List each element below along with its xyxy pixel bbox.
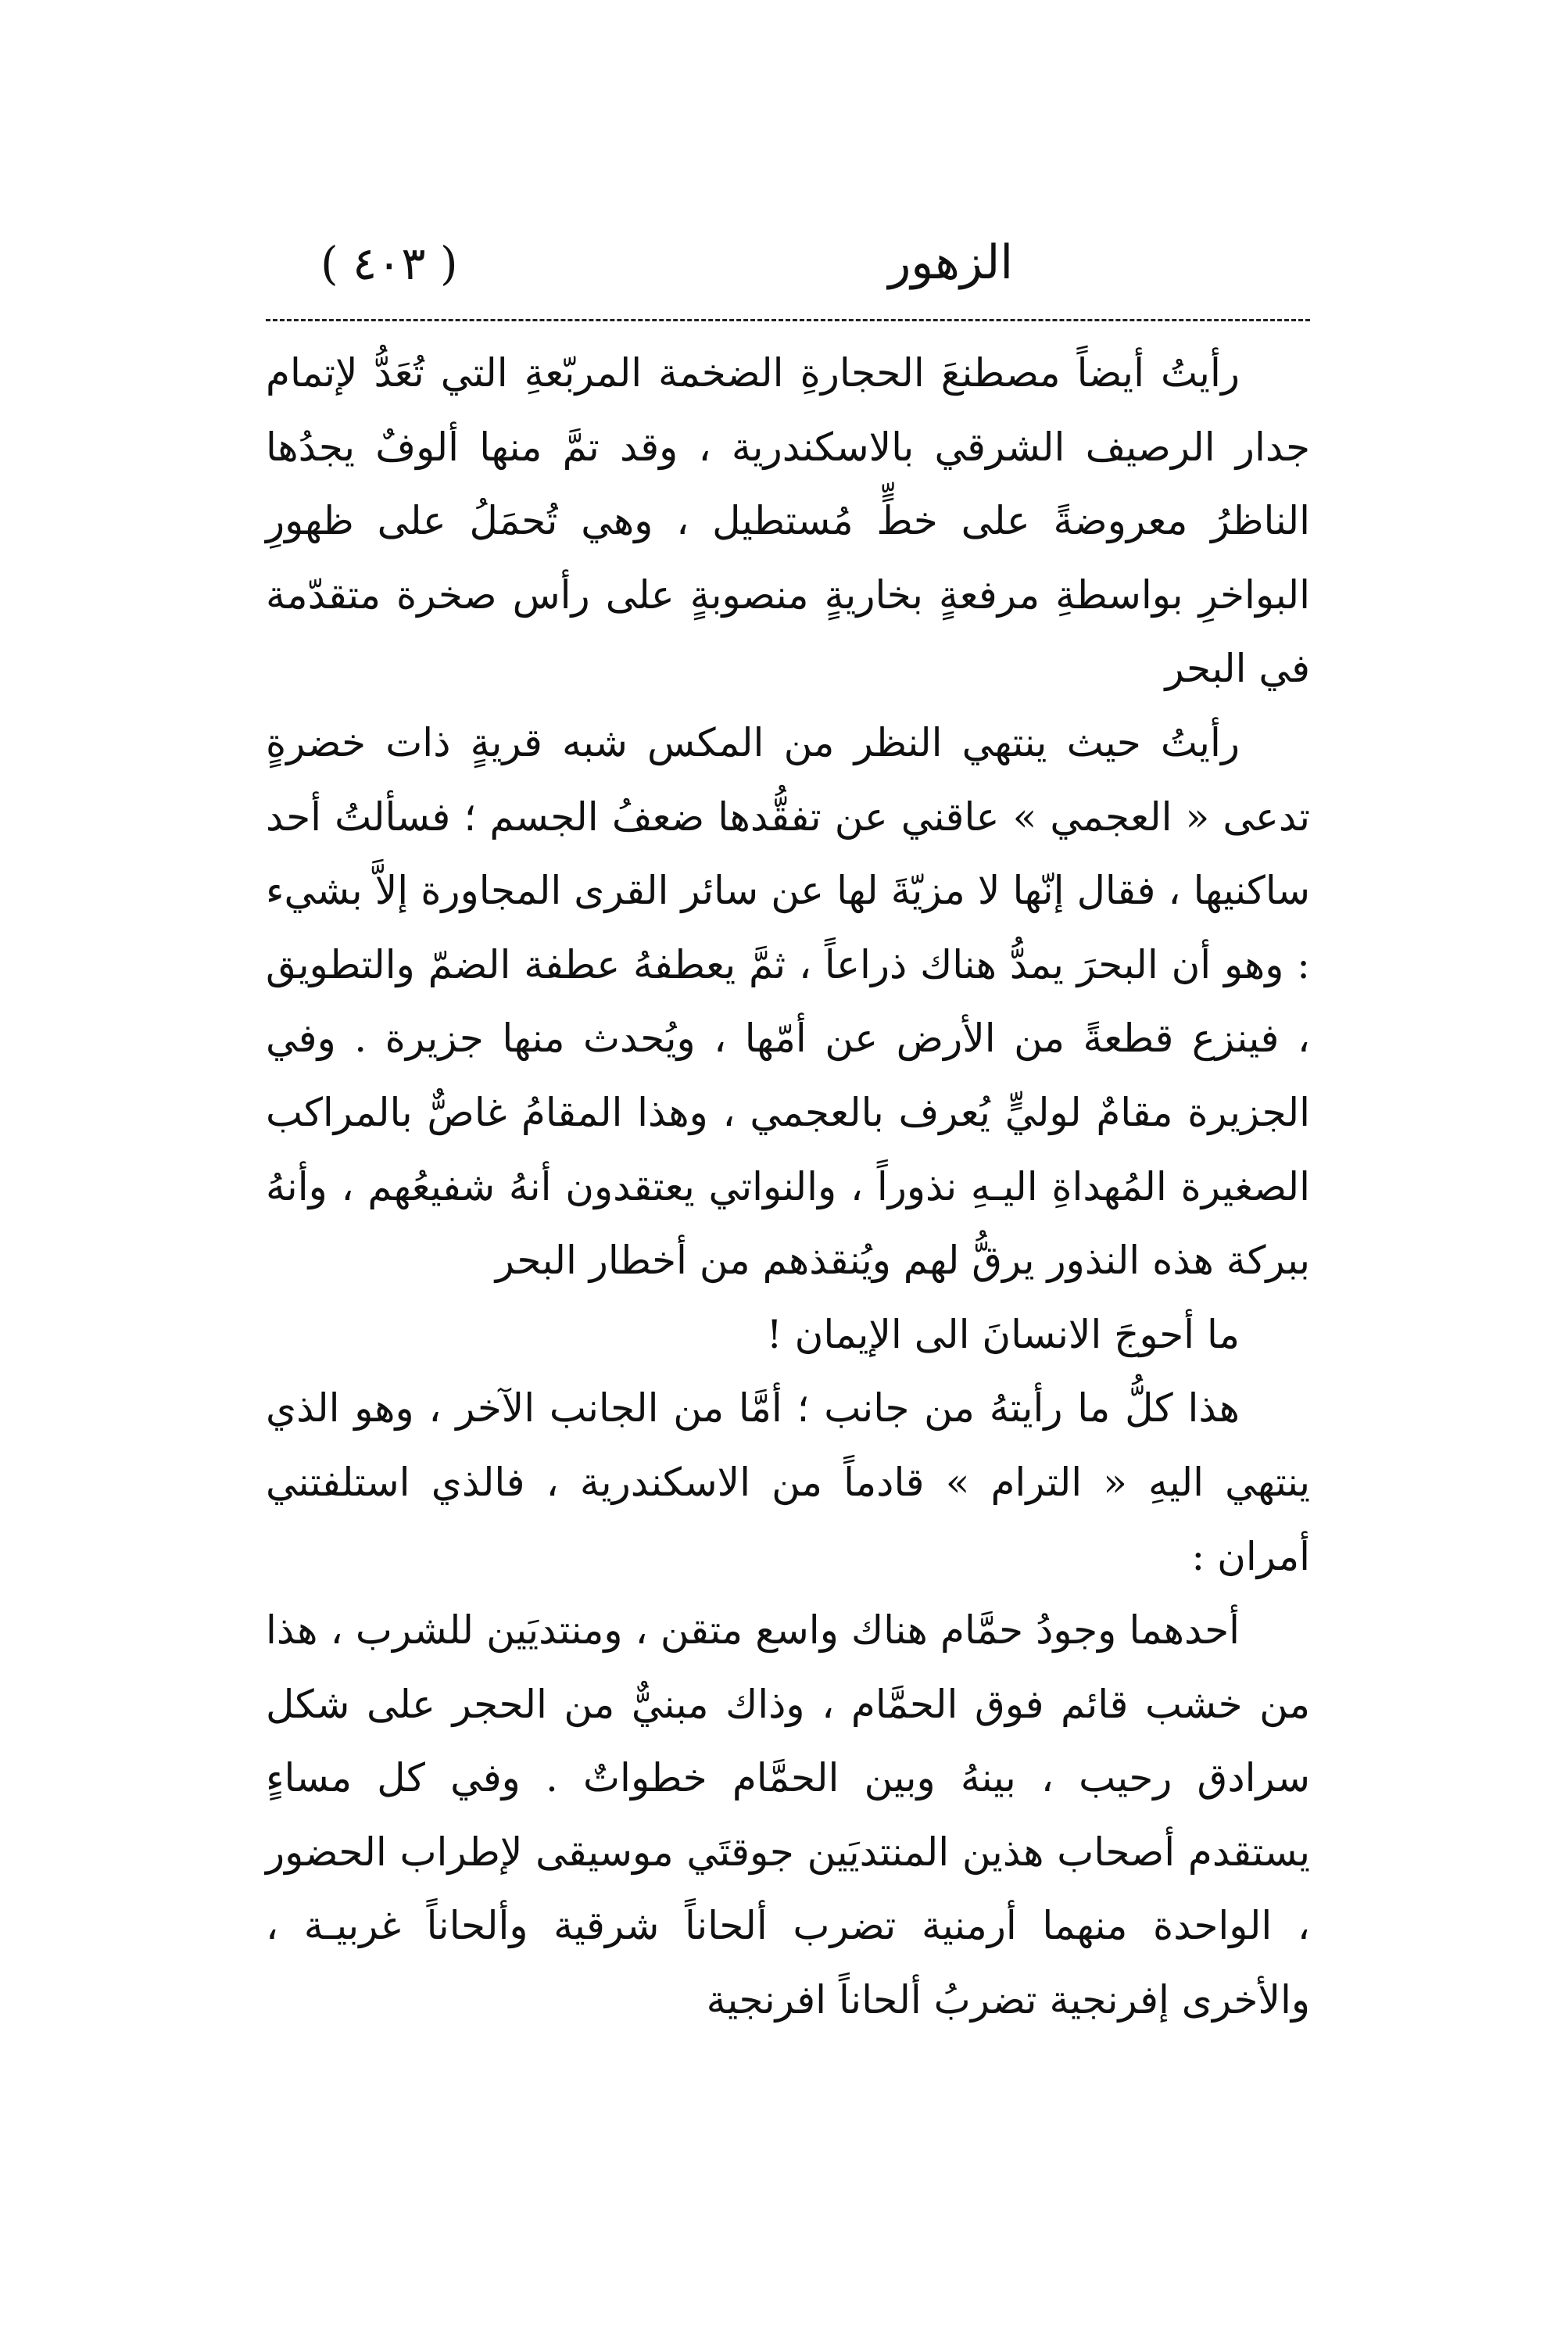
body-text <box>266 336 1310 2037</box>
running-title: الزهور <box>888 235 1013 290</box>
paragraph: هذا كلُّ ما رأيتهُ من جانب ؛ أمَّا من الجانب الآخر ، وهو الذي ينتهي اليهِ « الترام » قادماً من الاسكندرية ، فالذي استلفتني أمران : <box>266 1385 1310 1579</box>
paragraph: رأيتُ أيضاً مصطنعَ الحجارةِ الضخمة المربّعةِ التي تُعَدُّ لإتمام جدار الرصيف الشرقي بالاسكندرية ، وقد تمَّ منها ألوفٌ يجدُها الناظرُ معروضةً على خطٍّ مُستطيل ، وهي تُحمَلُ على ظهورِ البواخرِ بواسطةِ مرفعةٍ بخاريةٍ منصوبةٍ على رأس صخرة متقدّمة في البحر <box>266 350 1310 692</box>
paragraph: رأيتُ حيث ينتهي النظر من المكس شبه قريةٍ ذات خضرةٍ تدعى « العجمي » عاقني عن تفقُّدها ضعفُ الجسم ؛ فسألتُ أحد ساكنيها ، فقال إنّها لا مزيّةَ لها عن سائر القرى المجاورة إلاَّ بشيء : وهو أن البحرَ يمدُّ هناك ذراعاً ، ثمَّ يعطفهُ عطفة الضمّ والتطويق ، فينزع قطعةً من الأرض عن أمّها ، ويُحدث منها جزيرة . وفي الجزيرة مقامٌ لوليٍّ يُعرف بالعجمي ، وهذا المقامُ غاصٌّ بالمراكب الصغيرة المُهداةِ اليـهِ نذوراً ، والنواتي يعتقدون أنهُ شفيعُهم ، وأنهُ ببركة هذه النذور يرقُّ لهم ويُنقذهم من أخطار البحر <box>266 719 1310 1284</box>
page-header <box>266 227 1310 297</box>
page-number: ( ٤٠٣ ) <box>320 237 458 290</box>
paragraph: أحدهما وجودُ حمَّام هناك واسع متقن ، ومنتديَين للشرب ، هذا من خشب قائم فوق الحمَّام ، وذاك مبنيٌّ من الحجر على شكل سرادق رحيب ، بينهُ وبين الحمَّام خطواتٌ . وفي كل مساءٍ يستقدم أصحاب هذين المنتديَين جوقتَي موسيقى لإطراب الحضور ، الواحدة منهما أرمنية تضرب ألحاناً شرقية وألحاناً غربيـة ، والأخرى إفرنجية تضربُ ألحاناً افرنجية <box>266 1607 1310 2023</box>
header-rule <box>266 319 1310 321</box>
paragraph: ما أحوجَ الانسانَ الى الإيمان ! <box>766 1311 1240 1357</box>
